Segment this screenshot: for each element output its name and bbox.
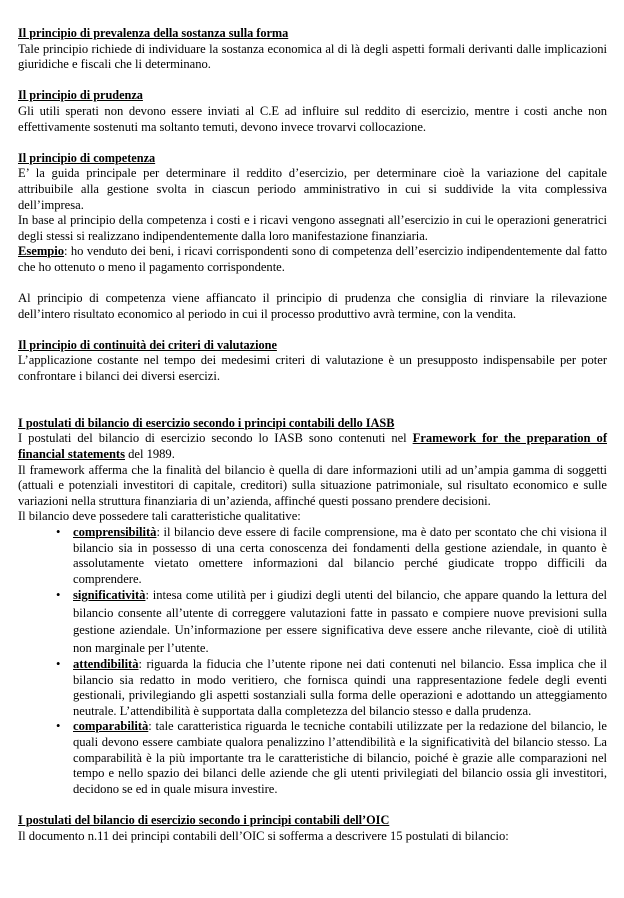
esempio-text: : ho venduto dei beni, i ricavi corrispondenti sono di competenza dell’esercizio indipendentemente dal fatto che ho ottenuto o meno il pagamento corrispondente.	[18, 244, 607, 274]
paragraph-spacer	[18, 322, 607, 338]
paragraph-spacer	[18, 276, 607, 292]
section-paragraph-oic: Il documento n.11 dei principi contabili dell’OIC si sofferma a descrivere 15 postulati di bilancio:	[18, 828, 509, 843]
iasb-intro-before: I postulati del bilancio di esercizio secondo lo IASB sono contenuti nel	[18, 431, 413, 446]
section-heading-continuita: Il principio di continuità dei criteri di valutazione	[18, 337, 277, 352]
iasb-intro-after: del 1989.	[125, 447, 175, 462]
bullet-icon: •	[56, 588, 61, 603]
bullet-icon: •	[56, 657, 61, 671]
section-heading-oic: I postulati del bilancio di esercizio secondo i principi contabili dell’OIC	[18, 812, 390, 827]
section-paragraph-competenza-1: E’ la guida principale per determinare il reddito d’esercizio, per determinare cioè la variazione del capitale attribuibile alla gestione svolta in ciascun periodo amministrativo in cui si suddivide la vita complessiva dell’impresa.	[18, 166, 607, 212]
list-item	[18, 587, 607, 657]
section-paragraph-continuita: L’applicazione costante nel tempo dei medesimi criteri di valutazione è un presupposto indispensabile per poter confrontare i bilanci dei diversi esercizi.	[18, 353, 607, 384]
section-heading-iasb: I postulati di bilancio di esercizio secondo i principi contabili dello IASB	[18, 415, 395, 430]
list-item	[18, 525, 607, 587]
section-heading-prevalenza: Il principio di prevalenza della sostanza sulla forma	[18, 26, 289, 40]
quality-text: : il bilancio deve essere di facile comprensione, ma è dato per scontato che chi visiona il bilancio sia in possesso di una certa conoscenza dei fondamenti della gestione aziendale, in quanto è assolutamente vietato omettere informazioni dal bilancio perché giudicate troppo difficili da comprendere.	[73, 525, 607, 586]
iasb-intro-paragraph	[18, 431, 607, 462]
section-paragraph-competenza-2: In base al principio della competenza i costi e i ricavi vengono assegnati all’esercizio in cui le operazioni generatrici degli stessi si realizzano indipendentemente dalla loro manifestazione finanziaria.	[18, 213, 607, 243]
framework-title: Framework for the preparation of financial statements	[18, 431, 607, 462]
quality-text: : riguarda la fiducia che l’utente ripone nei dati contenuti nel bilancio. Essa implica che il bilancio sia redatto in modo veritiero, che fornisca quindi una rappresentazione fedele degli eventi gestionali, privilegiando gli aspetti sostanziali sulla forma delle operazioni e adottando un atteggiamento neutrale. L’attendibilità è supportata dalla completezza del bilancio stesso e dalla prudenza.	[73, 657, 607, 718]
iasb-framework-paragraph: Il framework afferma che la finalità del bilancio è quella di dare informazioni utili ad un’ampia gamma di soggetti (attuali e potenziali investitori di capitale, creditori) sulla situazione patrimoniale, sul risultato economico e sulle variazioni nella struttura finanziaria di un’azienda, affinché questi possano prendere decisioni.	[18, 462, 607, 508]
quality-term: significatività	[73, 588, 146, 603]
section-heading-competenza: Il principio di competenza	[18, 150, 156, 165]
qualities-list	[18, 525, 607, 797]
quality-text: : intesa come utilità per i giudizi degli utenti del bilancio, che appare quando la lettura del bilancio consente all’utente di correggere valutazioni fatte in passato e compiere nuove previsioni sulla gestione aziendale. Un’informazione per essere significativa deve essere anche rilevante, cioè di utilità non marginale per l’utente.	[73, 588, 607, 655]
quality-text: : tale caratteristica riguarda le tecniche contabili utilizzate per la redazione del bilancio, le quali devono essere cambiate qualora penalizzino l’attendibilità e la significatività del bilancio stesso. La comparabilità è la più importante tra le caratteristiche di bilancio, poiché è grazie alle comparazioni nel tempo e nello spazio dei bilanci delle aziende che gli utenti privilegiati del bilancio ossia gli investitori, decidono se ed in quale misura investire.	[73, 719, 607, 796]
section-paragraph-competenza-esempio	[18, 244, 607, 275]
esempio-label: Esempio	[18, 244, 65, 259]
section-paragraph-prudenza: Gli utili sperati non devono essere inviati al C.E ad influire sul reddito di esercizio, mentre i costi anche non effettivamente sostenuti ma soltanto temuti, devono invece trovarvi collocazione.	[18, 103, 607, 134]
section-heading-prudenza: Il principio di prudenza	[18, 88, 143, 103]
section-paragraph-competenza-closing: Al principio di competenza viene affiancato il principio di prudenza che consiglia di rinviare la rilevazione dell’intero risultato economico al periodo in cui il processo produttivo avrà termine, con la vendita.	[18, 291, 607, 321]
quality-term: comparabilità	[73, 719, 149, 734]
iasb-list-intro: Il bilancio deve possedere tali caratteristiche qualitative:	[18, 509, 301, 524]
paragraph-spacer	[18, 135, 607, 151]
list-item	[18, 719, 607, 797]
list-item	[18, 657, 607, 719]
quality-term: attendibilità	[73, 657, 139, 671]
section-paragraph-prevalenza: Tale principio richiede di individuare la sostanza economica al di là degli aspetti formali derivanti dalle implicazioni giuridiche e fiscali che li determinano.	[18, 41, 607, 72]
paragraph-spacer	[18, 73, 607, 89]
section-spacer	[18, 797, 607, 813]
section-spacer	[18, 385, 607, 416]
bullet-icon: •	[56, 525, 61, 539]
bullet-icon: •	[56, 719, 61, 734]
quality-term: comprensibilità	[73, 525, 157, 539]
